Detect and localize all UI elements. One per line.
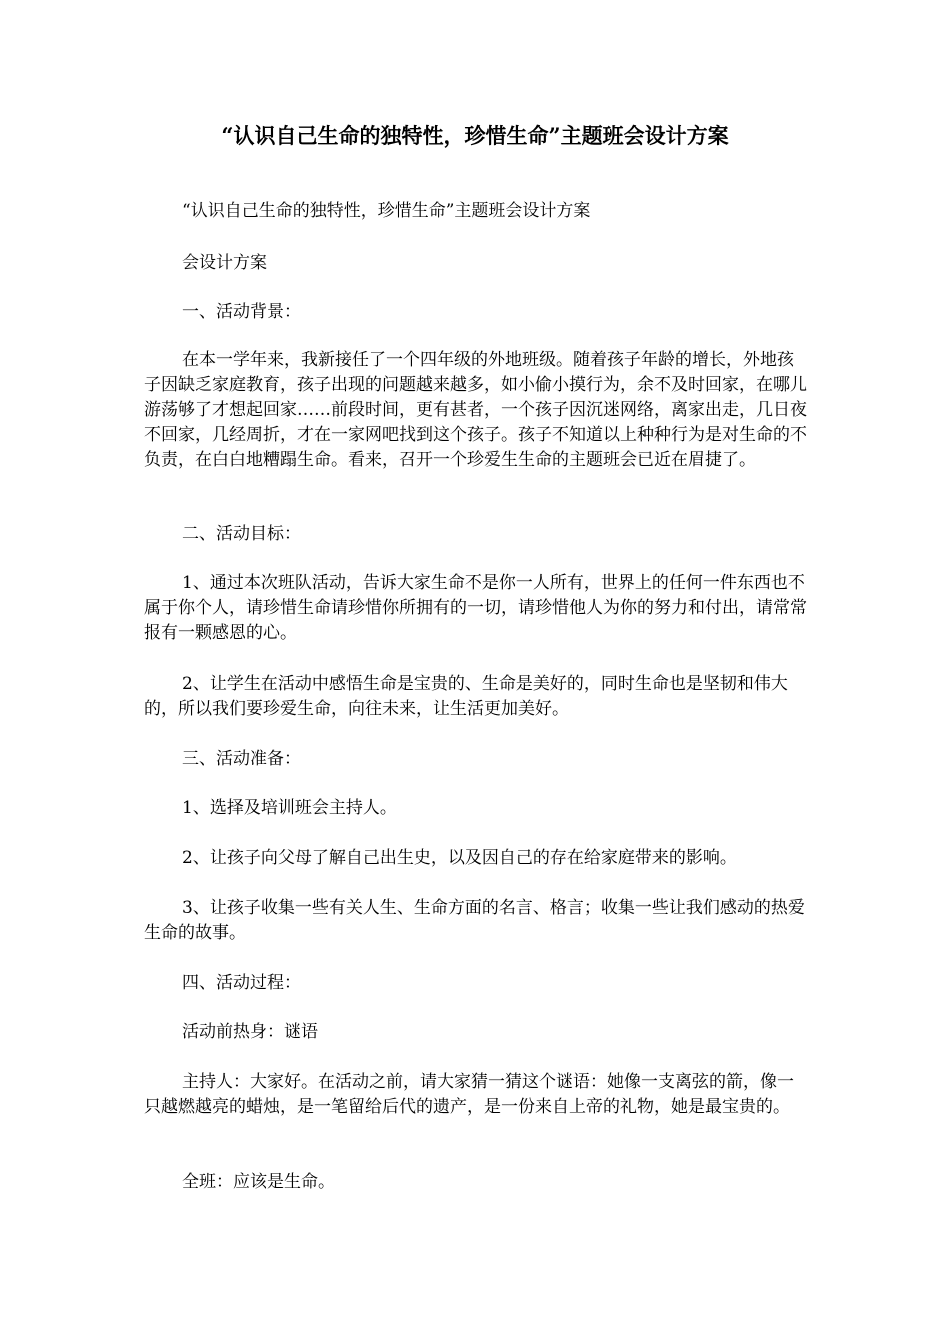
paragraph-text: 1、通过本次班队活动，告诉大家生命不是你一人所有，世界上的任何一件东西也不属于你个人，请珍惜生命请珍惜你所拥有的一切，请珍惜他人为你的努力和付出，请常常报有一颗感恩的心。 <box>144 573 807 643</box>
preparation-1 <box>144 796 807 821</box>
class-answer <box>144 1170 807 1195</box>
paragraph-text: 在本一学年来，我新接任了一个四年级的外地班级。随着孩子年龄的增长，外地孩子因缺乏家庭教育，孩子出现的问题越来越多，如小偷小摸行为，余不及时回家，在哪儿游荡够了才想起回家……前段时间，更有甚者，一个孩子因沉迷网络，离家出走，几日夜不回家，几经周折，才在一家网吧找到这个孩子。孩子不知道以上种种行为是对生命的不负责，在白白地糟蹋生命。看来，召开一个珍爱生生命的主题班会已近在眉捷了。 <box>144 350 807 470</box>
warmup-riddle <box>144 1020 807 1045</box>
paragraph-text: 活动前热身：谜语 <box>182 1022 318 1042</box>
section-heading-process <box>144 971 807 996</box>
paragraph-text: 2、让学生在活动中感悟生命是宝贵的、生命是美好的，同时生命也是坚韧和伟大的，所以我们要珍爱生命，向往未来，让生活更加美好。 <box>144 674 788 719</box>
host-speech <box>144 1070 807 1120</box>
paragraph-text: 3、让孩子收集一些有关人生、生命方面的名言、格言；收集一些让我们感动的热爱生命的故事。 <box>144 898 805 943</box>
paragraph-text: 2、让孩子向父母了解自己出生史，以及因自己的存在给家庭带来的影响。 <box>182 848 737 868</box>
paragraph-text: 全班：应该是生命。 <box>182 1172 335 1192</box>
paragraph-text: 一、活动背景： <box>182 302 301 322</box>
preparation-3 <box>144 896 807 946</box>
paragraph-text: 主持人：大家好。在活动之前，请大家猜一猜这个谜语：她像一支离弦的箭，像一只越燃越亮的蜡烛，是一笔留给后代的遗产，是一份来自上帝的礼物，她是最宝贵的。 <box>144 1072 794 1117</box>
section-heading-preparation <box>144 747 807 772</box>
preparation-2 <box>144 846 807 871</box>
paragraph-background <box>144 348 807 473</box>
goal-2 <box>144 672 807 722</box>
paragraph-text: 会设计方案 <box>182 253 267 273</box>
section-heading-background <box>144 300 807 325</box>
paragraph-text: “认识自己生命的独特性，珍惜生命”主题班会设计方案 <box>182 201 591 221</box>
paragraph-text: 三、活动准备： <box>182 749 301 769</box>
paragraph-text: 二、活动目标： <box>182 524 301 544</box>
document-title: “认识自己生命的独特性，珍惜生命”主题班会设计方案 <box>221 123 729 148</box>
paragraph-1 <box>144 199 807 224</box>
paragraph-text: 1、选择及培训班会主持人。 <box>182 798 397 818</box>
goal-1 <box>144 571 807 646</box>
paragraph-text: 四、活动过程： <box>182 973 301 993</box>
section-heading-goals <box>144 522 807 547</box>
paragraph-2 <box>144 251 807 276</box>
